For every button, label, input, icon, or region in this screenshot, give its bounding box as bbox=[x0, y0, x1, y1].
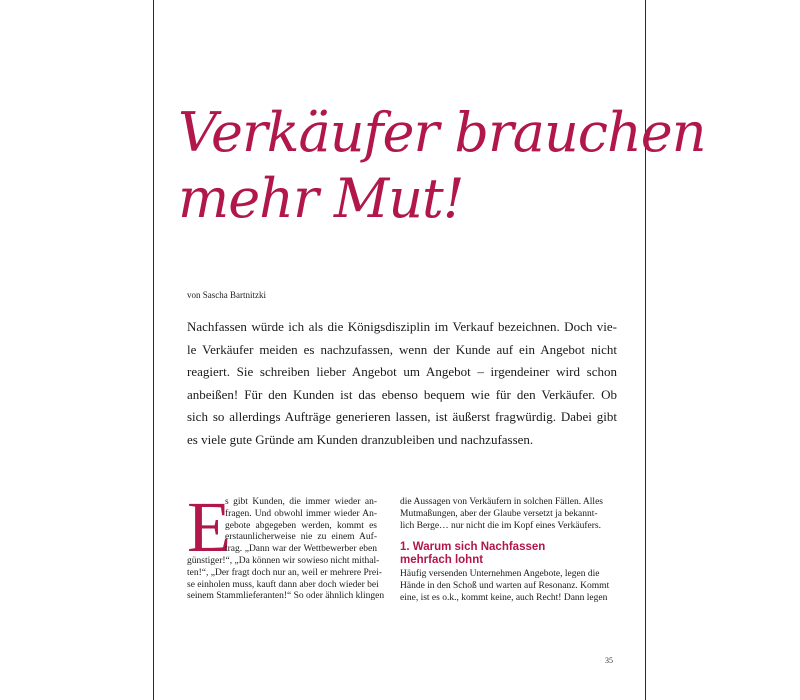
body-column-right bbox=[400, 497, 610, 605]
title-line: Verkäufer brauchen bbox=[178, 101, 706, 164]
body-line: trag. „Dann war der Wettbewerber eben bbox=[225, 544, 377, 555]
heading-line: mehrfach lohnt bbox=[400, 553, 484, 566]
author-byline: von Sascha Bartnitzki bbox=[187, 290, 266, 300]
drop-cap: E bbox=[187, 487, 231, 567]
title-line: mehr Mut! bbox=[178, 167, 464, 230]
article-title bbox=[178, 100, 706, 232]
body-line: fragen. Und obwohl immer wieder An- bbox=[225, 508, 377, 519]
lead-paragraph bbox=[187, 316, 617, 452]
body-line: se einholen muss, kauft dann aber doch wieder bei bbox=[187, 579, 379, 590]
lead-line: sich so allerdings Aufträge generieren lassen, ist äußerst fragwürdig. Dabei gibt bbox=[187, 409, 617, 425]
body-line: lich Berge… nur nicht die im Kopf eines Verkäufers. bbox=[400, 520, 601, 531]
body-line: Häufig versenden Unternehmen Angebote, legen die bbox=[400, 569, 600, 580]
body-line: seinem Stammlieferanten!“ So oder ähnlich klingen bbox=[187, 591, 385, 602]
body-column-left bbox=[187, 487, 385, 603]
section-heading bbox=[400, 541, 592, 566]
body-line: ten!“, „Der fragt doch nur an, weil er mehrere Prei- bbox=[187, 567, 382, 578]
magazine-page bbox=[153, 0, 706, 700]
body-line: erstaunlicherweise nie zu einem Auf- bbox=[225, 532, 377, 543]
lead-line: anbeißen! Für den Kunden ist das ebenso bequem wie für den Verkäufer. Ob bbox=[187, 386, 617, 402]
lead-line: le Verkäufer meiden es nachzufassen, wenn der Kunde auf ein Angebot nicht bbox=[187, 341, 617, 357]
body-line: eine, ist es o.k., kommt keine, auch Recht! Dann legen bbox=[400, 592, 608, 603]
body-line: s gibt Kunden, die immer wieder an- bbox=[225, 497, 377, 507]
body-line: Hände in den Schoß und warten auf Resonanz. Kommt bbox=[400, 581, 610, 592]
heading-line: 1. Warum sich Nachfassen bbox=[400, 541, 546, 554]
lead-line: Nachfassen würde ich als die Königsdisziplin im Verkauf bezeichnen. Doch vie- bbox=[187, 319, 617, 334]
lead-line: reagiert. Sie schreiben lieber Angebot um Angebot – irgendeiner wird schon bbox=[187, 364, 617, 380]
lead-line: es viele gute Gründe am Kunden dranzubleiben und nachzufassen. bbox=[187, 431, 534, 447]
body-line: günstiger!“, „Da können wir sowieso nicht mithal- bbox=[187, 555, 380, 566]
body-line: die Aussagen von Verkäufern in solchen Fällen. Alles bbox=[400, 497, 603, 507]
body-line: gebote abgegeben werden, kommt es bbox=[225, 520, 377, 531]
body-line: Mutmaßungen, aber der Glaube versetzt ja bekannt- bbox=[400, 508, 598, 519]
page-number: 35 bbox=[605, 656, 613, 665]
